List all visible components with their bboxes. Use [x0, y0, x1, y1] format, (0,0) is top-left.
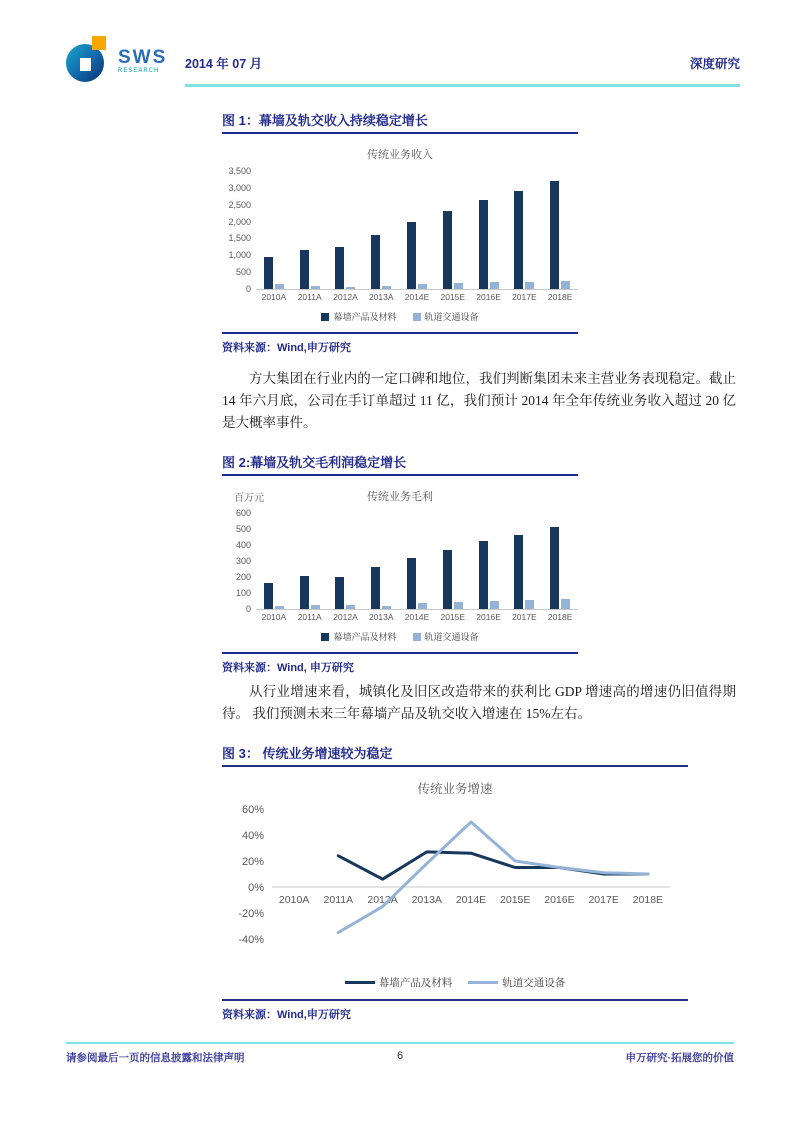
bar	[525, 282, 534, 289]
legend-square-swatch	[413, 313, 421, 321]
chart-2-title: 传统业务毛利	[367, 491, 433, 503]
legend-item	[345, 975, 453, 990]
y-tick-label: 300	[235, 556, 251, 566]
legend-line-swatch	[468, 981, 498, 984]
y-tick-label: -40%	[238, 934, 264, 946]
bar	[407, 558, 416, 609]
bar-chart-plot-area	[222, 508, 578, 614]
chart-legend	[222, 630, 578, 643]
bar-group	[399, 558, 435, 609]
x-tick-label: 2017E	[512, 292, 537, 302]
legend-line-swatch	[345, 981, 375, 984]
y-tick-label: 600	[235, 508, 251, 518]
bar	[371, 567, 380, 609]
bar-group	[256, 583, 292, 609]
bar	[443, 550, 452, 609]
figure-3-rule	[222, 999, 688, 1001]
legend-square-swatch	[321, 313, 329, 321]
logo-orange-square	[92, 36, 106, 50]
y-tick-label: 100	[235, 588, 251, 598]
y-axis	[222, 166, 256, 294]
x-tick-label: 2012A	[333, 612, 358, 622]
bar	[454, 283, 463, 289]
bar	[311, 286, 320, 289]
figure-2-rule	[222, 652, 578, 654]
legend-item	[413, 630, 479, 643]
bar	[335, 247, 344, 289]
chart-2-title-row	[222, 488, 578, 504]
y-tick-label: -20%	[238, 908, 264, 920]
bar-group	[542, 527, 578, 609]
legend-item	[413, 310, 479, 323]
x-tick-label: 2012A	[333, 292, 358, 302]
x-tick-label: 2010A	[278, 894, 310, 906]
figure-1-source: 资料来源：Wind,申万研究	[222, 342, 351, 354]
logo-text	[118, 48, 167, 74]
y-tick-label: 40%	[241, 830, 264, 842]
bar	[407, 222, 416, 289]
x-tick-label: 2014E	[404, 292, 430, 302]
y-tick-label: 2,500	[228, 199, 251, 210]
footer-disclaimer: 请参阅最后一页的信息披露和法律声明	[66, 1052, 245, 1064]
bar-group	[506, 191, 542, 289]
bar-group	[506, 535, 542, 609]
logo-sub-text: RESEARCH	[118, 68, 160, 74]
bar-group	[435, 550, 471, 609]
chart-2-unit-label: 百万元	[234, 493, 264, 504]
bar	[514, 535, 523, 609]
x-tick-label: 2018E	[547, 612, 573, 622]
chart-legend	[222, 975, 688, 990]
x-tick-label: 2016E	[476, 612, 501, 622]
bar	[264, 583, 273, 609]
revenue-bar-chart	[222, 166, 578, 323]
x-tick-label: 2017E	[588, 894, 619, 906]
bar-group	[256, 257, 292, 289]
legend-label: 轨道交通设备	[424, 312, 479, 322]
bar	[561, 281, 570, 289]
bar	[275, 606, 284, 609]
paragraph-2: 从行业增速来看，城镇化及旧区改造带来的获利比 GDP 增速高的增速仍旧值得期待。 我们预测未来三年幕墙产品及轨交收入增速在 15%左右。	[222, 684, 736, 721]
figure-2-source: 资料来源：Wind, 申万研究	[222, 662, 354, 674]
x-tick-label: 2018E	[547, 292, 573, 302]
page-number: 6	[396, 1050, 404, 1062]
bar	[479, 541, 488, 609]
bar	[454, 602, 463, 609]
bar	[561, 599, 570, 609]
report-date: 2014 年 07 月	[185, 57, 263, 71]
y-tick-label: 60%	[241, 804, 264, 816]
y-tick-label: 3,000	[228, 182, 251, 193]
legend-label: 幕墙产品及材料	[333, 312, 397, 322]
y-tick-label: 500	[235, 267, 251, 278]
bar	[418, 603, 427, 609]
bar	[275, 284, 284, 289]
bar-group	[399, 222, 435, 289]
x-tick-label: 2016E	[544, 894, 575, 906]
chart-3-title: 传统业务增速	[417, 782, 493, 796]
x-tick-label: 2017E	[512, 612, 537, 622]
bar-group	[328, 247, 364, 289]
x-tick-label: 2011A	[323, 894, 354, 906]
bar	[311, 605, 320, 609]
bar	[525, 600, 534, 609]
bar	[382, 606, 391, 609]
bar	[335, 577, 344, 609]
y-tick-label: 1,500	[228, 233, 251, 244]
growth-line-chart	[222, 801, 688, 990]
bar	[443, 211, 452, 289]
bar-group	[363, 235, 399, 289]
y-axis	[222, 508, 256, 614]
x-tick-label: 2013A	[368, 612, 394, 622]
x-tick-label: 2011A	[297, 292, 322, 302]
y-tick-label: 500	[235, 524, 251, 534]
legend-label: 轨道交通设备	[424, 632, 479, 642]
bar	[371, 235, 380, 289]
legend-label: 幕墙产品及材料	[333, 632, 397, 642]
series-line	[338, 852, 648, 879]
legend-square-swatch	[413, 633, 421, 641]
x-tick-label: 2011A	[297, 612, 322, 622]
figure-3-source: 资料来源：Wind,申万研究	[222, 1009, 351, 1021]
x-axis	[256, 292, 578, 302]
bar	[418, 284, 427, 289]
bar	[514, 191, 523, 289]
y-tick-label: 200	[235, 572, 251, 582]
figure-1	[222, 110, 578, 355]
y-tick-label: 0	[245, 604, 251, 614]
y-tick-label: 0%	[248, 882, 264, 894]
bar	[382, 286, 391, 289]
bar-group	[435, 211, 471, 289]
x-axis	[256, 612, 578, 622]
gross-profit-bar-chart	[222, 508, 578, 643]
x-tick-label: 2010A	[261, 612, 287, 622]
y-tick-label: 20%	[241, 856, 264, 868]
x-tick-label: 2016E	[476, 292, 501, 302]
figure-1-rule	[222, 332, 578, 334]
x-tick-label: 2015E	[440, 612, 466, 622]
y-tick-label: 3,500	[228, 166, 251, 176]
chart-1-title: 传统业务收入	[367, 149, 433, 161]
sws-logo	[66, 36, 167, 86]
figure-2-caption: 图 2:幕墙及轨交毛利润稳定增长	[222, 452, 578, 476]
bar-group	[363, 567, 399, 609]
figure-2	[222, 452, 578, 675]
bar	[479, 200, 488, 289]
x-tick-label: 2013A	[411, 894, 442, 906]
bar	[300, 576, 309, 609]
chart-legend	[222, 310, 578, 323]
sws-logo-icon	[66, 36, 112, 86]
bar-group	[471, 200, 507, 289]
x-tick-label: 2013A	[368, 292, 394, 302]
x-tick-label: 2015E	[500, 894, 531, 906]
logo-brand-text: SWS	[118, 47, 168, 68]
legend-item	[468, 975, 565, 990]
footer-rule	[66, 1042, 734, 1044]
y-tick-label: 1,000	[228, 250, 251, 261]
report-category: 深度研究	[689, 57, 740, 71]
x-tick-label: 2010A	[261, 292, 287, 302]
bar	[490, 282, 499, 289]
bar-group	[542, 181, 578, 289]
chart-3-title-row	[222, 779, 688, 795]
bar	[346, 287, 355, 289]
x-tick-label: 2018E	[632, 894, 664, 906]
x-tick-label: 2014E	[455, 894, 487, 906]
y-tick-label: 400	[235, 540, 251, 550]
bar-group	[471, 541, 507, 609]
bar	[550, 527, 559, 609]
plot	[256, 514, 578, 610]
x-tick-label: 2015E	[440, 292, 466, 302]
figure-3	[222, 743, 688, 1022]
bar-group	[292, 250, 328, 289]
bar	[346, 605, 355, 609]
paragraph-1: 方大集团在行业内的一定口碑和地位，我们判断集团未来主营业务表现稳定。截止 14 年六月底，公司在手订单超过 11 亿，我们预计 2014 年全年传统业务收入超过 20 亿是大概率事件。	[222, 371, 736, 430]
legend-label: 轨道交通设备	[502, 977, 566, 989]
figure-3-caption: 图 3： 传统业务增速较为稳定	[222, 743, 688, 767]
bar	[264, 257, 273, 289]
legend-item	[321, 310, 396, 323]
header-rule	[185, 84, 740, 87]
footer-slogan: 申万研究·拓展您的价值	[625, 1052, 734, 1064]
y-tick-label: 2,000	[228, 216, 251, 227]
y-tick-label: 0	[245, 284, 251, 294]
bar-chart-plot-area	[222, 166, 578, 294]
bar-group	[292, 576, 328, 609]
logo-notch-shape	[80, 58, 91, 71]
figure-1-caption: 图 1：幕墙及轨交收入持续稳定增长	[222, 110, 578, 134]
legend-label: 幕墙产品及材料	[378, 977, 453, 989]
bar-group	[328, 577, 364, 609]
x-tick-label: 2014E	[404, 612, 430, 622]
bar	[490, 601, 499, 609]
chart-1-title-row	[222, 146, 578, 162]
plot	[256, 172, 578, 290]
legend-square-swatch	[321, 633, 329, 641]
line-chart-svg	[222, 801, 674, 967]
bar	[300, 250, 309, 289]
x-tick-label: 2012A	[367, 894, 398, 906]
bar	[550, 181, 559, 289]
legend-item	[321, 630, 396, 643]
